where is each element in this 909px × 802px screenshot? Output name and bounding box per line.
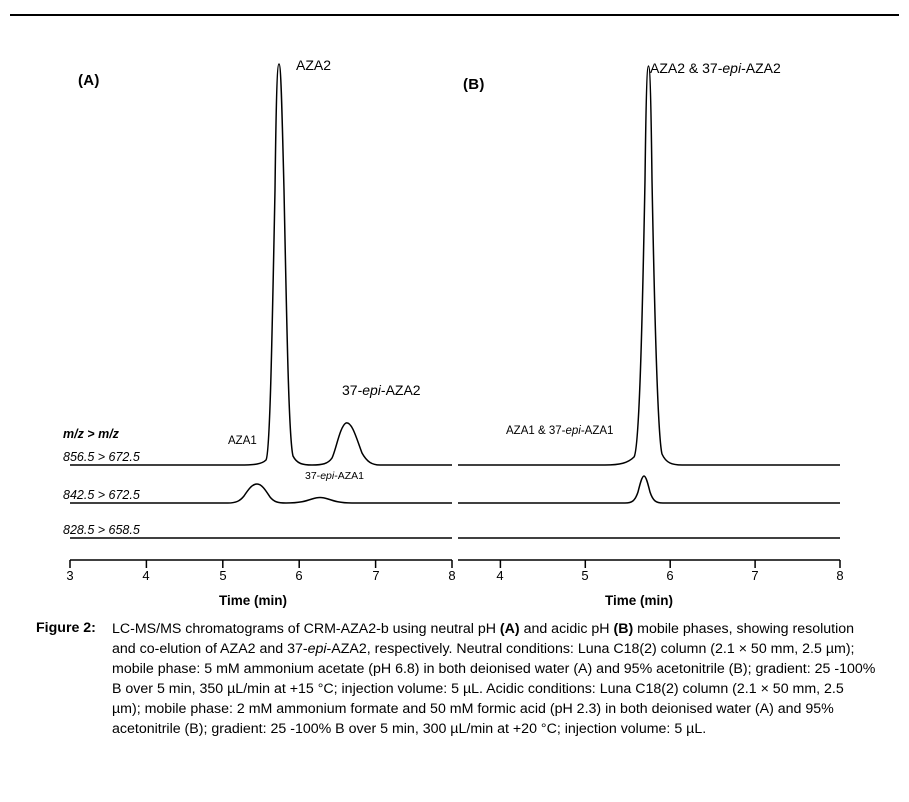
peak-label-aza1-epi-aza1-b: AZA1 & 37-epi-AZA1 [506,425,614,437]
peak-label-37-epi-aza1-a: 37-epi-AZA1 [305,470,364,482]
x-tick-a-5: 8 [448,568,456,583]
peak-label-37-epi-aza2-a: 37-epi-AZA2 [342,382,421,398]
x-ticks-a [70,560,452,568]
top-rule [10,14,899,16]
mrm-header-a: m/z > m/z [63,427,119,441]
trace-842-5-672-5-b [458,476,840,503]
peak-label-aza2-a: AZA2 [296,57,332,73]
panel-b-plot [450,40,850,580]
panel-b-label: (B) [463,76,485,93]
panel-a-label: (A) [78,72,100,89]
trace-856-5-672-5-b [458,66,840,465]
x-tick-b-4: 8 [836,568,844,583]
peak-label-aza2-epi-aza2-b: AZA2 & 37-epi-AZA2 [650,60,781,76]
mrm-label-a-1: 856.5 > 672.5 [63,450,140,464]
x-ticks-b [500,560,840,568]
x-tick-a-1: 4 [142,568,150,583]
figure-caption-body: LC-MS/MS chromatograms of CRM-AZA2-b using neutral pH (A) and acidic pH (B) mobile phases, showing resolution and co-elution of AZA2 and 37-epi-AZA2, respectively. Neutral conditions: Luna C18(2) column (2.1 × 50 mm, 2.5 µm); mobile phase: 5 mM ammonium acetate (pH 6.8) in both deionised water (A) and 95% acetonitrile (B); gradient: 25 -100% B over 5 min, 350 µL/min at +15 °C; injection volume: 5 µL. Acidic conditions: Luna C18(2) column (2.1 × 50 mm, 2.5 µm); mobile phase: 2 mM ammonium formate and 50 mM formic acid (pH 2.3) in both deionised water (A) and 95% acetonitrile (B); gradient: 25 -100% B over 5 min, 300 µL/min at +20 °C; injection volume: 5 µL. [112,620,876,738]
x-tick-a-0: 3 [66,568,74,583]
x-tick-a-3: 6 [295,568,303,583]
x-tick-a-2: 5 [219,568,227,583]
mrm-label-a-3: 828.5 > 658.5 [63,523,140,537]
x-tick-b-1: 5 [581,568,589,583]
figure-caption [36,618,876,740]
figure-caption-label: Figure 2: [36,620,96,636]
x-tick-a-4: 7 [372,568,380,583]
x-tick-b-3: 7 [751,568,759,583]
x-axis-title-a: Time (min) [219,593,288,608]
chromatogram-panel-b [450,40,850,580]
x-tick-b-2: 6 [666,568,674,583]
trace-856-5-672-5-a [70,64,452,465]
x-axis-title-b: Time (min) [605,593,674,608]
x-tick-b-0: 4 [496,568,504,583]
peak-label-aza1-a: AZA1 [228,435,257,447]
mrm-label-a-2: 842.5 > 672.5 [63,488,140,502]
